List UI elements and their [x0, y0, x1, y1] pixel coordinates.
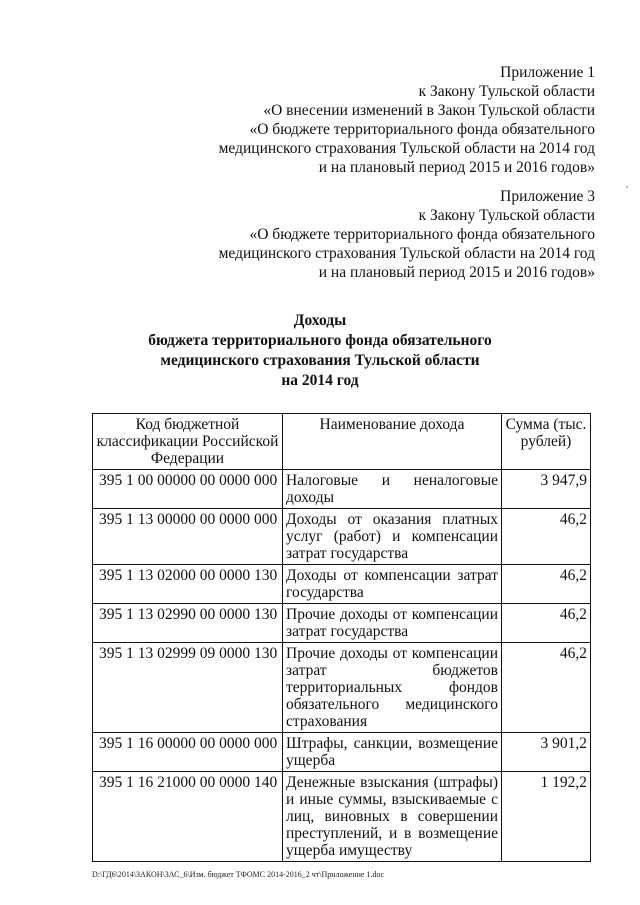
- appendix-1-line: к Закону Тульской области: [418, 83, 595, 100]
- row-sum: 46,2: [502, 565, 591, 604]
- row-code: 395 1 16 00000 00 0000 000: [93, 733, 283, 772]
- table-row: [93, 772, 591, 862]
- row-code: 395 1 16 21000 00 0000 140: [93, 772, 283, 862]
- file-path-footer: D:\ГД6\2014\ЗАКОН\ЗАС_6\Изм. бюджет ТФОМС 2014-2016_2 чт\Приложение 1.doc: [92, 870, 385, 879]
- appendix-3-line: «О бюджете территориального фонда обязательного: [249, 226, 595, 243]
- table-row: [93, 643, 591, 733]
- row-name: Налоговые и неналоговые доходы: [283, 470, 502, 509]
- title-line: Доходы: [293, 312, 347, 329]
- title-line: медицинского страхования Тульской области: [160, 352, 480, 369]
- row-code: 395 1 00 00000 00 0000 000: [93, 470, 283, 509]
- row-sum: 46,2: [502, 509, 591, 565]
- row-code: 395 1 13 02000 00 0000 130: [93, 565, 283, 604]
- header-sum: Сумма (тыс. рублей): [502, 414, 591, 470]
- row-code: 395 1 13 02990 00 0000 130: [93, 604, 283, 643]
- income-table: [92, 413, 591, 862]
- appendix-3-line: к Закону Тульской области: [418, 207, 595, 224]
- header-name: Наименование дохода: [283, 414, 502, 470]
- appendix-3-header: [219, 187, 595, 282]
- table-row: [93, 733, 591, 772]
- appendix-1-line: «О бюджете территориального фонда обязательного: [249, 121, 595, 138]
- appendix-1-line: медицинского страхования Тульской области на 2014 год: [218, 140, 595, 157]
- table-row: [93, 509, 591, 565]
- row-sum: 3 947,9: [502, 470, 591, 509]
- table-row: [93, 565, 591, 604]
- title-line: на 2014 год: [281, 372, 359, 389]
- row-name: Денежные взыскания (штрафы) и иные суммы, взыскиваемые с лиц, виновных в совершении преступлений, и в возмещение ущерба имуществу: [283, 772, 502, 862]
- table-row: [93, 470, 591, 509]
- table-header-row: [93, 414, 591, 470]
- row-sum: 1 192,2: [502, 772, 591, 862]
- row-sum: 3 901,2: [502, 733, 591, 772]
- table-row: [93, 604, 591, 643]
- header-code: Код бюджетной классификации Российской Федерации: [93, 414, 283, 470]
- row-name: Штрафы, санкции, возмещение ущерба: [283, 733, 502, 772]
- row-sum: 46,2: [502, 643, 591, 733]
- document-title: [0, 311, 640, 391]
- row-name: Доходы от компенсации затрат государства: [283, 565, 502, 604]
- appendix-1-header: [219, 63, 595, 177]
- row-sum: 46,2: [502, 604, 591, 643]
- appendix-3-line: и на плановый период 2015 и 2016 годов»: [318, 264, 595, 281]
- row-name: Прочие доходы от компенсации затрат бюджетов территориальных фондов обязательного медицинского страхования: [283, 643, 502, 733]
- appendix-1-line: и на плановый период 2015 и 2016 годов»: [318, 159, 595, 176]
- row-name: Прочие доходы от компенсации затрат государства: [283, 604, 502, 643]
- appendix-1-line: Приложение 1: [500, 64, 595, 81]
- scan-speck: [626, 186, 628, 188]
- appendix-1-line: «О внесении изменений в Закон Тульской области: [263, 102, 595, 119]
- title-line: бюджета территориального фонда обязательного: [148, 332, 492, 349]
- row-code: 395 1 13 02999 09 0000 130: [93, 643, 283, 733]
- row-code: 395 1 13 00000 00 0000 000: [93, 509, 283, 565]
- appendix-3-line: медицинского страхования Тульской области на 2014 год: [218, 245, 595, 262]
- row-name: Доходы от оказания платных услуг (работ) и компенсации затрат государства: [283, 509, 502, 565]
- appendix-3-line: Приложение 3: [500, 188, 595, 205]
